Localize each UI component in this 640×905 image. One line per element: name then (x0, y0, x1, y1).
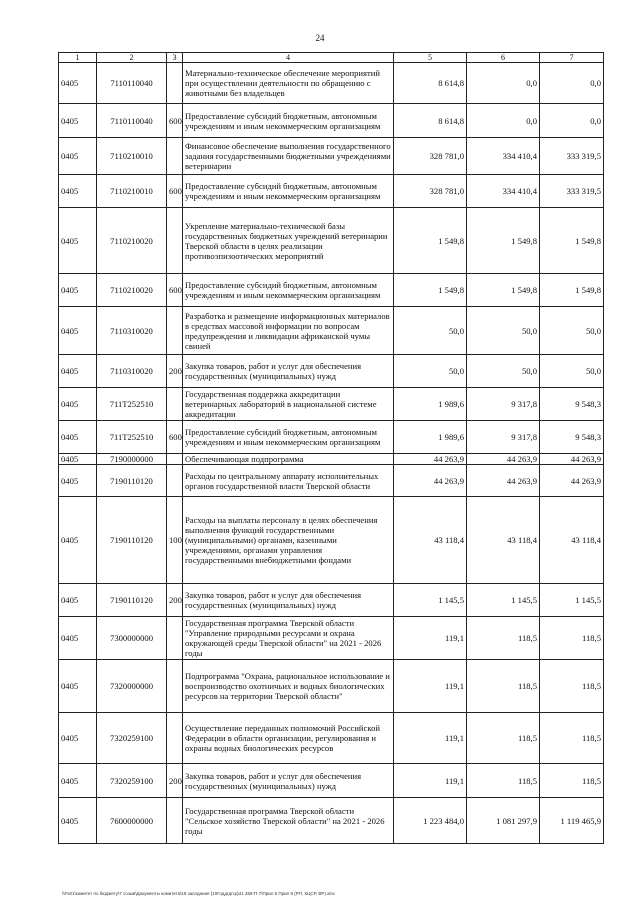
amount-year-2: 9 317,8 (467, 421, 540, 454)
amount-year-2: 50,0 (467, 355, 540, 388)
table-row (59, 208, 604, 274)
section-code: 0405 (59, 208, 97, 274)
target-article-code: 7190110120 (97, 584, 167, 617)
amount-year-2: 50,0 (467, 307, 540, 355)
target-article-code: 7320259100 (97, 764, 167, 798)
amount-year-2: 0,0 (467, 63, 540, 104)
amount-year-1: 1 549,8 (394, 208, 467, 274)
amount-year-3: 9 548,3 (540, 421, 604, 454)
table-row (59, 454, 604, 465)
amount-year-3: 1 145,5 (540, 584, 604, 617)
column-header: 5 (394, 53, 467, 63)
amount-year-2: 118,5 (467, 617, 540, 660)
expense-type-code (167, 138, 183, 175)
column-header: 2 (97, 53, 167, 63)
table-row (59, 713, 604, 764)
table-row (59, 138, 604, 175)
amount-year-1: 119,1 (394, 713, 467, 764)
expense-type-code: 600 (167, 104, 183, 138)
target-article-code: 7190000000 (97, 454, 167, 465)
amount-year-1: 328 781,0 (394, 175, 467, 208)
item-name: Расходы на выплаты персоналу в целях обеспечения выполнения функций государственными (муниципальными) органами, казенными учреждениями, органами управления государственными внебюджетными фондами (183, 497, 394, 584)
item-name: Подпрограмма "Охрана, рациональное использование и воспроизводство охотничьих и водных биологических ресурсов на территории Тверской области" (183, 660, 394, 713)
expense-type-code: 600 (167, 175, 183, 208)
table-row (59, 798, 604, 844)
amount-year-2: 44 263,9 (467, 454, 540, 465)
table-row (59, 104, 604, 138)
amount-year-3: 9 548,3 (540, 388, 604, 421)
amount-year-2: 43 118,4 (467, 497, 540, 584)
item-name: Расходы по центральному аппарату исполнительных органов государственной власти Тверской области (183, 465, 394, 497)
table-row (59, 660, 604, 713)
table-row (59, 355, 604, 388)
amount-year-1: 1 549,8 (394, 274, 467, 307)
section-code: 0405 (59, 421, 97, 454)
target-article-code: 7320259100 (97, 713, 167, 764)
section-code: 0405 (59, 175, 97, 208)
amount-year-2: 0,0 (467, 104, 540, 138)
amount-year-3: 118,5 (540, 764, 604, 798)
section-code: 0405 (59, 465, 97, 497)
amount-year-3: 44 263,9 (540, 465, 604, 497)
amount-year-2: 334 410,4 (467, 175, 540, 208)
target-article-code: 7110310020 (97, 307, 167, 355)
section-code: 0405 (59, 497, 97, 584)
table-row (59, 421, 604, 454)
item-name: Государственная программа Тверской области "Сельское хозяйство Тверской области" на 2021 - 2026 годы (183, 798, 394, 844)
target-article-code: 711Т252510 (97, 421, 167, 454)
item-name: Закупка товаров, работ и услуг для обеспечения государственных (муниципальных) нужд (183, 355, 394, 388)
item-name: Предоставление субсидий бюджетным, автономным учреждениям и иным некоммерческим организациям (183, 175, 394, 208)
amount-year-1: 44 263,9 (394, 465, 467, 497)
table-row (59, 307, 604, 355)
expense-type-code: 600 (167, 421, 183, 454)
column-header: 4 (183, 53, 394, 63)
target-article-code: 7110210010 (97, 175, 167, 208)
item-name: Закупка товаров, работ и услуг для обеспечения государственных (муниципальных) нужд (183, 584, 394, 617)
expense-type-code: 200 (167, 355, 183, 388)
section-code: 0405 (59, 617, 97, 660)
amount-year-1: 119,1 (394, 764, 467, 798)
target-article-code: 711Т252510 (97, 388, 167, 421)
amount-year-3: 0,0 (540, 104, 604, 138)
target-article-code: 7190110120 (97, 497, 167, 584)
section-code: 0405 (59, 764, 97, 798)
amount-year-1: 1 989,6 (394, 388, 467, 421)
amount-year-2: 1 549,8 (467, 208, 540, 274)
target-article-code: 7110310020 (97, 355, 167, 388)
amount-year-3: 1 549,8 (540, 208, 604, 274)
expense-type-code: 200 (167, 764, 183, 798)
column-header: 3 (167, 53, 183, 63)
amount-year-1: 1 223 484,0 (394, 798, 467, 844)
table-row (59, 274, 604, 307)
amount-year-1: 50,0 (394, 307, 467, 355)
target-article-code: 7110210010 (97, 138, 167, 175)
item-name: Предоставление субсидий бюджетным, автономным учреждениям и иным некоммерческим организациям (183, 274, 394, 307)
expense-type-code (167, 63, 183, 104)
table-row (59, 175, 604, 208)
amount-year-1: 8 614,8 (394, 63, 467, 104)
table-row (59, 465, 604, 497)
table-row (59, 497, 604, 584)
amount-year-2: 334 410,4 (467, 138, 540, 175)
target-article-code: 7110210020 (97, 208, 167, 274)
target-article-code: 7110210020 (97, 274, 167, 307)
expense-type-code: 100 (167, 497, 183, 584)
amount-year-1: 50,0 (394, 355, 467, 388)
amount-year-1: 44 263,9 (394, 454, 467, 465)
amount-year-3: 0,0 (540, 63, 604, 104)
section-code: 0405 (59, 584, 97, 617)
item-name: Предоставление субсидий бюджетным, автономным учреждениям и иным некоммерческим организациям (183, 421, 394, 454)
amount-year-3: 44 263,9 (540, 454, 604, 465)
expense-type-code (167, 798, 183, 844)
amount-year-1: 119,1 (394, 617, 467, 660)
table-row (59, 764, 604, 798)
section-code: 0405 (59, 798, 97, 844)
section-code: 0405 (59, 713, 97, 764)
item-name: Укрепление материально-технической базы государственных бюджетных учреждений ветеринарии Тверской области в целях реализации противоэпизоотических мероприятий (183, 208, 394, 274)
amount-year-1: 119,1 (394, 660, 467, 713)
expense-type-code (167, 660, 183, 713)
table-row (59, 388, 604, 421)
item-name: Обеспечивающая подпрограмма (183, 454, 394, 465)
target-article-code: 7110110040 (97, 63, 167, 104)
target-article-code: 7600000000 (97, 798, 167, 844)
amount-year-3: 50,0 (540, 355, 604, 388)
amount-year-2: 1 145,5 (467, 584, 540, 617)
amount-year-2: 1 549,8 (467, 274, 540, 307)
amount-year-1: 43 118,4 (394, 497, 467, 584)
item-name: Предоставление субсидий бюджетным, автономным учреждениям и иным некоммерческим организациям (183, 104, 394, 138)
amount-year-3: 333 319,5 (540, 138, 604, 175)
expense-type-code (167, 465, 183, 497)
item-name: Государственная программа Тверской области "Управление природными ресурсами и охрана окружающей среды Тверской области" на 2021 - 2026 годы (183, 617, 394, 660)
section-code: 0405 (59, 104, 97, 138)
column-header: 1 (59, 53, 97, 63)
item-name: Финансовое обеспечение выполнения государственного задания государственными бюджетными учреждениями ветеринарии (183, 138, 394, 175)
section-code: 0405 (59, 307, 97, 355)
section-code: 0405 (59, 454, 97, 465)
amount-year-3: 43 118,4 (540, 497, 604, 584)
amount-year-1: 1 145,5 (394, 584, 467, 617)
section-code: 0405 (59, 388, 97, 421)
target-article-code: 7190110120 (97, 465, 167, 497)
amount-year-2: 44 263,9 (467, 465, 540, 497)
amount-year-1: 328 781,0 (394, 138, 467, 175)
section-code: 0405 (59, 660, 97, 713)
item-name: Закупка товаров, работ и услуг для обеспечения государственных (муниципальных) нужд (183, 764, 394, 798)
amount-year-3: 333 319,5 (540, 175, 604, 208)
section-code: 0405 (59, 274, 97, 307)
amount-year-3: 118,5 (540, 617, 604, 660)
page-number: 24 (315, 33, 325, 43)
column-header: 6 (467, 53, 540, 63)
item-name: Разработка и размещение информационных материалов в средствах массовой информации по вопросам предупреждения и ликвидации африканской чумы свиней (183, 307, 394, 355)
amount-year-3: 1 549,8 (540, 274, 604, 307)
expense-type-code (167, 454, 183, 465)
amount-year-3: 118,5 (540, 660, 604, 713)
expense-type-code (167, 208, 183, 274)
expense-type-code (167, 617, 183, 660)
section-code: 0405 (59, 138, 97, 175)
table-row (59, 617, 604, 660)
table-header-row (59, 53, 604, 63)
table-row (59, 63, 604, 104)
amount-year-3: 50,0 (540, 307, 604, 355)
amount-year-3: 118,5 (540, 713, 604, 764)
expense-type-code: 600 (167, 274, 183, 307)
section-code: 0405 (59, 63, 97, 104)
amount-year-2: 1 081 297,9 (467, 798, 540, 844)
amount-year-2: 118,5 (467, 764, 540, 798)
item-name: Осуществление переданных полномочий Российской Федерации в области организации, регулирования и охраны водных биологических ресурсов (183, 713, 394, 764)
amount-year-2: 118,5 (467, 713, 540, 764)
target-article-code: 7300000000 (97, 617, 167, 660)
item-name: Государственная поддержка аккредитации ветеринарных лабораторий в национальной системе аккредитации (183, 388, 394, 421)
amount-year-1: 1 989,6 (394, 421, 467, 454)
target-article-code: 7110110040 (97, 104, 167, 138)
table-row (59, 584, 604, 617)
expense-type-code: 200 (167, 584, 183, 617)
target-article-code: 7320000000 (97, 660, 167, 713)
amount-year-1: 8 614,8 (394, 104, 467, 138)
budget-table (58, 52, 604, 844)
amount-year-2: 9 317,8 (467, 388, 540, 421)
expense-type-code (167, 307, 183, 355)
amount-year-3: 1 119 465,9 (540, 798, 604, 844)
amount-year-2: 118,5 (467, 660, 540, 713)
column-header: 7 (540, 53, 604, 63)
expense-type-code (167, 713, 183, 764)
expense-type-code (167, 388, 183, 421)
section-code: 0405 (59, 355, 97, 388)
item-name: Материально-техническое обеспечение мероприятий при осуществлении деятельности по обращению с животными без владельцев (183, 63, 394, 104)
file-path-footer: \\Fs01\комитет по бюджету\7 созыв\Документы комитета\18 заседание (10Годдгдгсд\41 265-П-7\Прил 6 Прил 8 (РП, КЦСР, ВР).xlsx (62, 891, 335, 896)
